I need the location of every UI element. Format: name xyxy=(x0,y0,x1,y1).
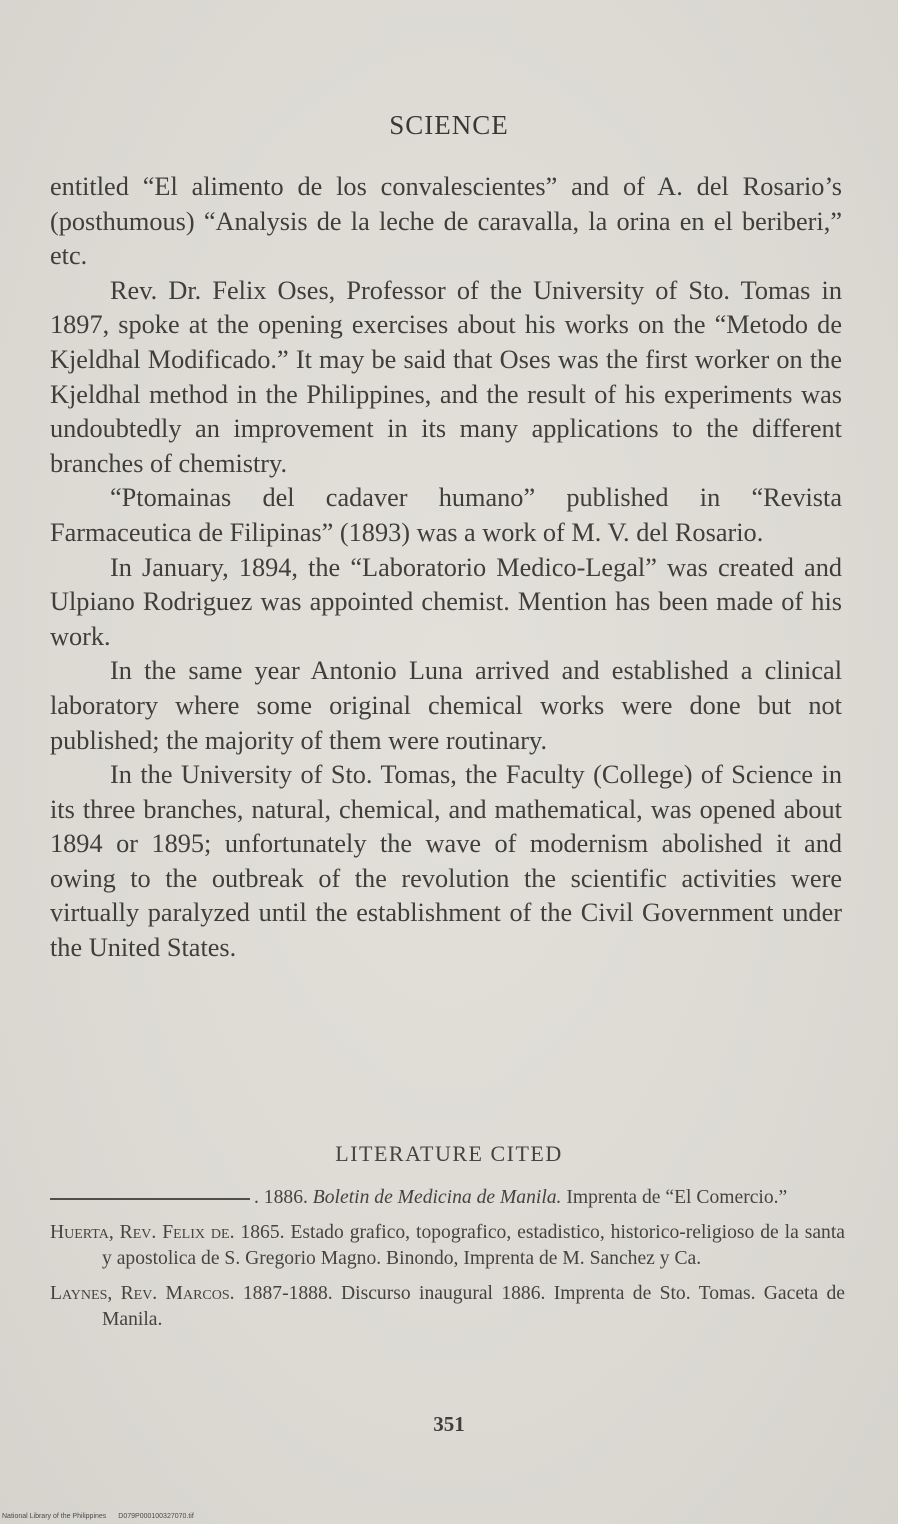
reference-entry xyxy=(50,1281,845,1334)
reference-list xyxy=(50,1185,845,1342)
scan-id: D079P000100327070.tif xyxy=(118,1513,194,1520)
paragraph: In January, 1894, the “Laboratorio Medico-Legal” was created and Ulpiano Rodriguez was appointed chemist. Mention has been made of his work. xyxy=(50,552,842,651)
reference-author: Laynes, Rev. Marcos. xyxy=(50,1282,235,1304)
body-text xyxy=(50,170,842,966)
reference-title: Boletin de Medicina de Manila. xyxy=(312,1187,562,1208)
reference-details: Discurso inaugural 1886. Imprenta de Sto. Tomas. Gaceta de Manila. xyxy=(102,1282,845,1330)
reference-year: 1887-1888. xyxy=(242,1282,333,1304)
reference-entry xyxy=(50,1220,845,1273)
ditto-dash xyxy=(50,1198,250,1200)
page-number: 351 xyxy=(433,1412,465,1436)
scan-footer xyxy=(2,1513,194,1520)
paragraph: In the same year Antonio Luna arrived and established a clinical laboratory where some original chemical works were done but not published; the majority of them were routinary. xyxy=(50,656,842,755)
reference-year: 1865. xyxy=(240,1221,285,1243)
paragraph: entitled “El alimento de los convalescientes” and of A. del Rosario’s (posthumous) “Analysis de la leche de caravalla, la orina en el beriberi,” etc. xyxy=(50,172,842,271)
running-head-title: SCIENCE xyxy=(389,110,509,140)
reference-year: . 1886. xyxy=(254,1187,308,1208)
reference-publisher: Imprenta de “El Comercio.” xyxy=(566,1187,788,1208)
reference-entry xyxy=(50,1185,845,1212)
paragraph: In the University of Sto. Tomas, the Faculty (College) of Science in its three branches, natural, chemical, and mathematical, was opened about 1894 or 1895; unfortunately the wave of modernism abolished it and owing to the outbreak of the revolution the scientific activities were virtually paralyzed until the establishment of the Civil Government under the United States. xyxy=(50,760,842,963)
literature-cited-heading: LITERATURE CITED xyxy=(335,1141,563,1166)
reference-details: Estado grafico, topografico, estadistico, historico-religioso de la santa y apostolica de S. Gregorio Magno. Binondo, Imprenta de M. Sanchez y Ca. xyxy=(102,1221,845,1269)
paragraph: “Ptomainas del cadaver humano” published in “Revista Farmaceutica de Filipinas” (1893) was a work of M. V. del Rosario. xyxy=(50,483,842,547)
reference-author: Huerta, Rev. Felix de. xyxy=(50,1221,235,1243)
paragraph: Rev. Dr. Felix Oses, Professor of the University of Sto. Tomas in 1897, spoke at the opening exercises about his works on the “Metodo de Kjeldhal Modificado.” It may be said that Oses was the first worker on the Kjeldhal method in the Philippines, and the result of his experiments was undoubtedly an improvement in its many applications to the different branches of chemistry. xyxy=(50,275,842,478)
library-name: National Library of the Philippines xyxy=(2,1513,107,1520)
